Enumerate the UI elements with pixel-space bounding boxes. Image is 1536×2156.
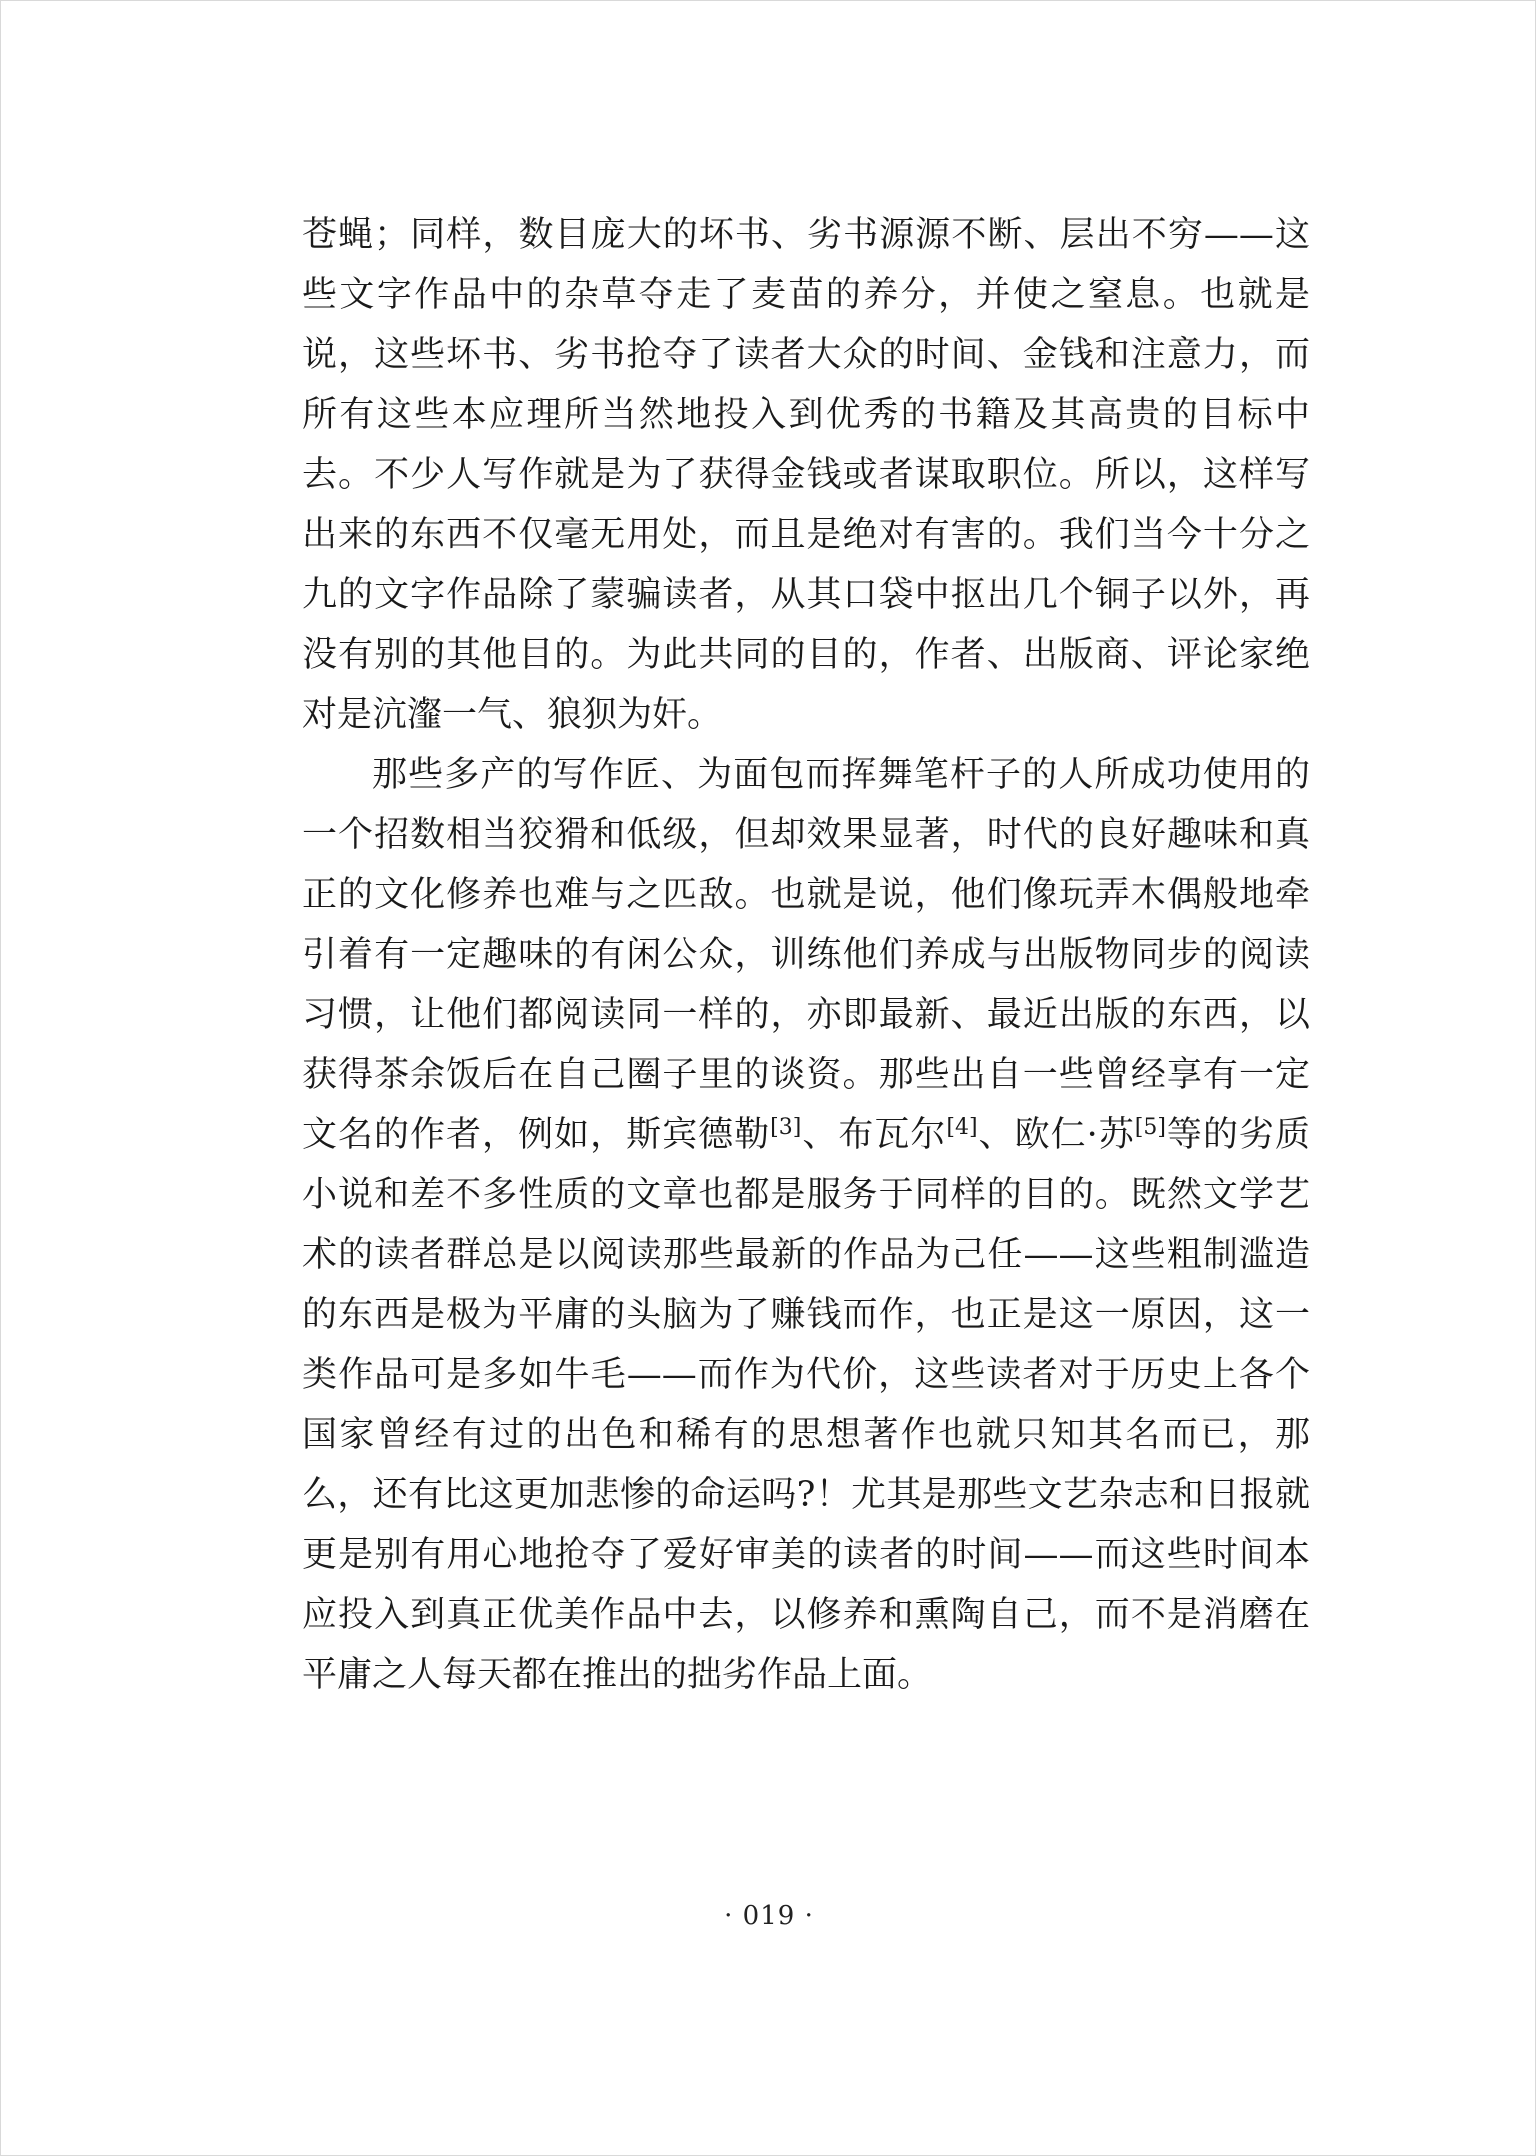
- paragraph-1: [302, 205, 1310, 745]
- paragraph-2: [302, 745, 1310, 1705]
- footnote-ref-4[interactable]: [4]: [946, 1115, 978, 1140]
- footnote-ref-5[interactable]: [5]: [1134, 1115, 1166, 1140]
- text-segment: 、布瓦尔: [801, 1115, 947, 1155]
- text-segment: 那些多产的写作匠、为面包而挥舞笔杆子的人所成功使用的一个招数相当狡猾和低级，但却效果显著，时代的良好趣味和真正的文化修养也难与之匹敌。也就是说，他们像玩弄木偶般地牵引着有一定趣味的有闲公众，训练他们养成与出版物同步的阅读习惯，让他们都阅读同一样的，亦即最新、最近出版的东西，以获得茶余饭后在自己圈子里的谈资。那些出自一些曾经享有一定文名的作者，例如，斯宾德勒: [302, 755, 1310, 1155]
- text-segment: 、欧仁·苏: [977, 1115, 1135, 1155]
- text-segment: 苍蝇；同样，数目庞大的坏书、劣书源源不断、层出不穷——这些文字作品中的杂草夺走了麦苗的养分，并使之窒息。也就是说，这些坏书、劣书抢夺了读者大众的时间、金钱和注意力，而所有这些本应理所当然地投入到优秀的书籍及其高贵的目标中去。不少人写作就是为了获得金钱或者谋取职位。所以，这样写出来的东西不仅毫无用处，而且是绝对有害的。我们当今十分之九的文字作品除了蒙骗读者，从其口袋中抠出几个铜子以外，再没有别的其他目的。为此共同的目的，作者、出版商、评论家绝对是沆瀣一气、狼狈为奸。: [302, 215, 1310, 735]
- page-number: · 019 ·: [724, 1901, 814, 1931]
- footnote-ref-3[interactable]: [3]: [770, 1115, 802, 1140]
- text-segment: 等的劣质小说和差不多性质的文章也都是服务于同样的目的。既然文学艺术的读者群总是以阅读那些最新的作品为己任——这些粗制滥造的东西是极为平庸的头脑为了赚钱而作，也正是这一原因，这一类作品可是多如牛毛——而作为代价，这些读者对于历史上各个国家曾经有过的出色和稀有的思想著作也就只知其名而已，那么，还有比这更加悲惨的命运吗?！尤其是那些文艺杂志和日报就更是别有用心地抢夺了爱好审美的读者的时间——而这些时间本应投入到真正优美作品中去，以修养和熏陶自己，而不是消磨在平庸之人每天都在推出的拙劣作品上面。: [302, 1115, 1310, 1695]
- body-text: [302, 205, 1310, 1705]
